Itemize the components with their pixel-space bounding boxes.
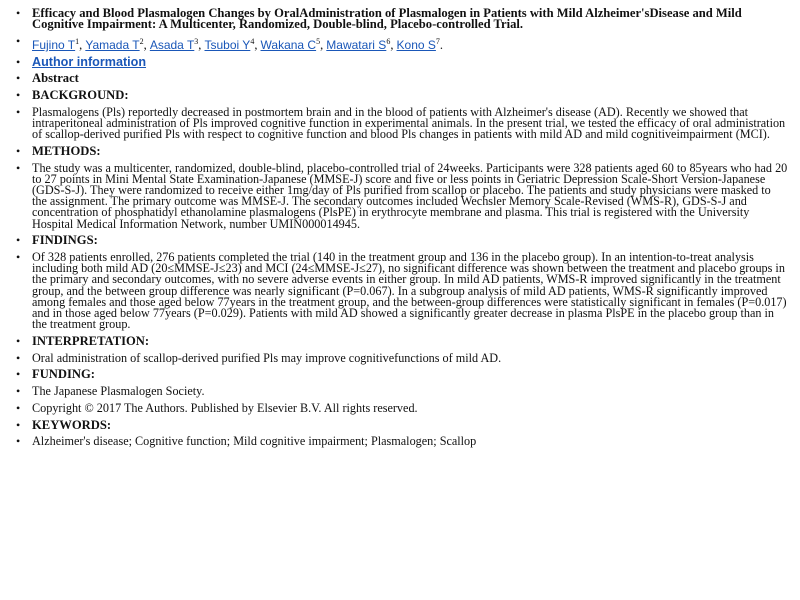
bullet-icon: •	[16, 417, 21, 432]
list-item-methods-heading	[14, 143, 788, 158]
author-affiliation: 5	[316, 36, 321, 46]
bullet-icon: •	[16, 233, 21, 248]
author-affiliation: 1	[75, 36, 80, 46]
keywords-text: Alzheimer's disease; Cognitive function; Mild cognitive impairment; Plasmalogen; Scallop	[32, 434, 477, 449]
keywords-heading: KEYWORDS:	[32, 417, 112, 432]
bullet-icon: •	[16, 54, 21, 69]
abstract-heading: Abstract	[32, 71, 79, 86]
article-title: Efficacy and Blood Plasmalogen Changes by OralAdministration of Plasmalogen in Patients with Mild Alzheimer'sDisease and Mild Cognitive Impairment: A Multicenter, Randomized, Double-blind, Placebo-controlled Trial.	[32, 6, 742, 32]
list-item-interpretation-heading	[14, 336, 788, 347]
author-affiliation: 3	[194, 36, 199, 46]
author-link-mawatari[interactable]: Mawatari S	[326, 38, 387, 53]
interpretation-heading: INTERPRETATION:	[32, 334, 150, 348]
funding-heading: FUNDING:	[32, 367, 95, 382]
list-item-findings-text	[14, 252, 788, 330]
author-link-fujino[interactable]: Fujino T	[32, 38, 76, 53]
list-item-keywords-text	[14, 436, 788, 447]
bullet-icon: •	[16, 350, 21, 365]
bullet-icon: •	[16, 384, 21, 399]
list-item-copyright	[14, 400, 788, 415]
methods-text: The study was a multicenter, randomized, double-blind, placebo-controlled trial of 24weeks. Participants were 328 patients aged 60 to 85years who had 20 to 27 points in Mini Mental State Examination-Japanese (MMSE-J) score and five or less points in Geriatric Depression Scale-Short Version-Japanese (GDS-S-J). They were randomized to receive either 1mg/day of Pls purified from scallop or placebo. The patients and study physicians were masked to the assignment. The primary outcome was MMSE-J. The secondary outcomes included Wechsler Memory Scale-Revised (WMS-R), GDS-S-J and concentration of phosphatidyl ethanolamine plasmalogens (PlsPE) in erythrocyte membrane and plasma. This trial is registered with the University Hospital Medical Information Network, number UMIN000014945.	[32, 160, 788, 231]
list-item-background-heading	[14, 90, 788, 101]
findings-text: Of 328 patients enrolled, 276 patients completed the trial (140 in the treatment group and 136 in the placebo group). In an intention-to-treat analysis including both mild AD (20≤MMSE-J≤23) and MCI (24≤MMSE-J≤27), no significant difference was shown between the treatment and placebo groups in the primary and secondary outcomes, with no severe adverse events in either group. In mild AD patients, WMS-R improved significantly in the treatment group, and the between group difference was nearly significant (P=0.067). In a subgroup analysis of mild AD patients, WMS-R significantly improved among females and those aged below 77years in the treatment group, and the between-group differences were statistically significant in females (P=0.017) and in those aged below 77years (P=0.029). Patients with mild AD showed a significantly greater decrease in plasma PlsPE in the placebo group than in the treatment group.	[32, 250, 787, 332]
list-item-funding-heading	[14, 369, 788, 380]
list-item-authors	[14, 33, 788, 53]
findings-heading: FINDINGS:	[32, 233, 98, 248]
author-affiliation: 7	[435, 36, 440, 46]
bullet-icon: •	[16, 367, 21, 382]
interpretation-text: Oral administration of scallop-derived purified Pls may improve cognitivefunctions of mild AD.	[32, 350, 502, 365]
funding-text: The Japanese Plasmalogen Society.	[32, 384, 205, 399]
list-item-abstract	[14, 73, 788, 84]
list-item-keywords-heading	[14, 417, 788, 432]
author-information-link[interactable]: Author information	[32, 54, 147, 69]
author-affiliation: 2	[139, 36, 144, 46]
list-item-interpretation-text	[14, 350, 788, 365]
background-text: Plasmalogens (Pls) reportedly decreased in postmortem brain and in the blood of patients with Alzheimer's disease (AD). Recently we showed that intraperitoneal administration of Pls improved cognitive function in experimental animals. In the present trial, we tested the efficacy of oral administration of scallop-derived purified Pls with respect to cognitive function and blood Pls changes in patients with mild AD and mild cognitiveimpairment (MCI).	[32, 104, 786, 142]
copyright-text: Copyright © 2017 The Authors. Published by Elsevier B.V. All rights reserved.	[32, 400, 418, 415]
author-link-yamada[interactable]: Yamada T	[85, 38, 140, 53]
author-link-kono[interactable]: Kono S	[396, 38, 436, 53]
bullet-icon: •	[16, 334, 21, 348]
list-item-background-text	[14, 104, 788, 142]
author-affiliation: 4	[250, 36, 255, 46]
author-link-wakana[interactable]: Wakana C	[260, 38, 317, 53]
bullet-icon: •	[16, 143, 21, 158]
author-link-asada[interactable]: Asada T	[149, 38, 195, 53]
bullet-icon: •	[16, 434, 21, 449]
methods-heading: METHODS:	[32, 143, 101, 158]
bullet-icon: •	[16, 6, 21, 20]
bullet-icon: •	[16, 160, 21, 175]
bullet-icon: •	[16, 33, 21, 48]
bullet-icon: •	[16, 104, 21, 119]
author-list: Fujino $T^1$, Yamada $T^2$, Asada $T^3$, Tsuboi $Y^4$, Wakana $C^5$, Mawatari $S^6$, Kono $S^7$.	[32, 36, 444, 53]
author-link-tsuboi[interactable]: Tsuboi Y	[204, 38, 251, 53]
bullet-icon: •	[16, 400, 21, 415]
list-item-methods-text	[14, 160, 788, 231]
background-heading: BACKGROUND:	[32, 88, 129, 103]
list-item-funding-text	[14, 386, 788, 397]
list-item-author-info	[14, 54, 788, 69]
list-item-title	[14, 8, 788, 30]
bullet-icon: •	[16, 88, 21, 103]
list-item-findings-heading	[14, 235, 788, 246]
bullet-icon: •	[16, 250, 21, 265]
author-affiliation: 6	[386, 36, 391, 46]
bullet-icon: •	[16, 71, 21, 86]
